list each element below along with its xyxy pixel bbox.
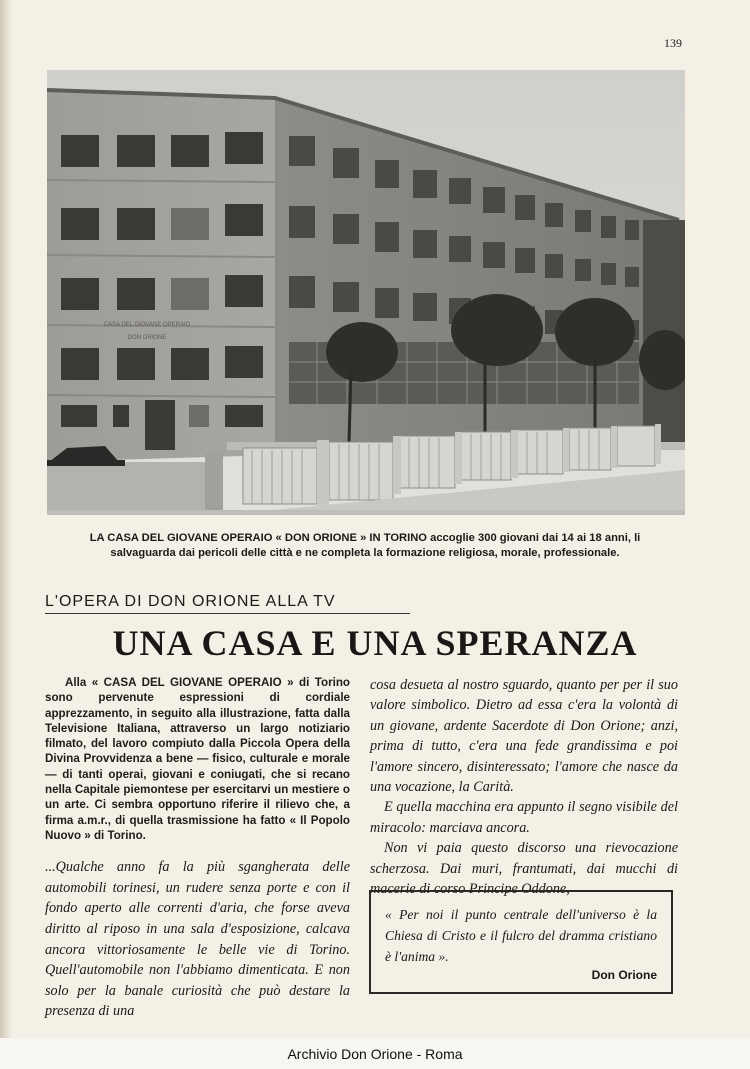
story-paragraph-right-1: cosa desueta al nostro sguardo, quanto per per il suo valore simbolico. Dietro ad essa c'era la volontà di un giovane, ardente Sacerdote di Don Orione; anzi, prima di tutto, c'era una fede grandissima e poi l'amore sincero, disinteressato; l'amore che nasce da una vocazione, la Carità. bbox=[370, 677, 678, 796]
article-headline: UNA CASA E UNA SPERANZA bbox=[112, 623, 638, 663]
page-number: 139 bbox=[664, 36, 682, 50]
photo-caption: LA CASA DEL GIOVANE OPERAIO « DON ORIONE » IN TORINO accoglie 300 giovani dai 14 ai 18 anni, li salvaguarda dai pericoli delle città e ne completa la formazione religiosa, morale, professionale. bbox=[89, 532, 641, 559]
wall-sign-line-1: CASA DEL GIOVANE OPERAIO bbox=[103, 322, 191, 328]
quote-box bbox=[369, 890, 673, 994]
photo-illustration bbox=[47, 70, 685, 515]
story-paragraph-right-2: E quella macchina era appunto il segno visibile del miracolo: marciava ancora. bbox=[370, 799, 678, 836]
quote-author: Don Orione bbox=[591, 968, 657, 982]
intro-paragraph: Alla « CASA DEL GIOVANE OPERAIO » di Torino sono pervenute espressioni di cordiale apprezzamento, in seguito alla illustrazione, fatta dalla Televisione Italiana, attraverso un largo notiziario filmato, del lavoro compiuto dalla Piccola Opera della Divina Provvidenza a bene — fisico, culturale e morale — di tanti operai, giovani e coniugati, che si recano nella Capitale piemontese per esercitarvi un mestiere o un arte. Ci sembra opportuno riferire il rilievo che, a firma a.m.r., di quella trasmissione ha fatto « Il Popolo Nuovo » di Torino. bbox=[45, 676, 350, 842]
wall-sign-line-2: DON ORIONE bbox=[127, 335, 167, 341]
building-photo bbox=[47, 70, 685, 515]
section-rubric: L'OPERA DI DON ORIONE ALLA TV bbox=[45, 593, 410, 614]
page-edge-shadow bbox=[0, 0, 12, 1069]
quote-text: « Per noi il punto centrale dell'universo è la Chiesa di Cristo e il fulcro del dramma cristiano è l'anima ». bbox=[385, 907, 657, 964]
right-column bbox=[370, 675, 678, 899]
left-column bbox=[45, 675, 350, 1022]
archive-footer: Archivio Don Orione - Roma bbox=[287, 1046, 463, 1062]
story-paragraph-right-3: Non vi paia questo discorso una rievocazione scherzosa. Dai muri, frantumati, dai mucchi di macerie di corso Principe Oddone, bbox=[370, 840, 678, 898]
story-paragraph-left: ...Qualche anno fa la più sgangherata delle automobili torinesi, un rudere senza porte e con il fondo aperto alle correnti d'aria, che forse aveva diritto al riposo in una sala d'esposizione, calcava ancora vittoriosamente le belle vie di Torino. Quell'automobile non l'abbiamo dimenticata. E non solo per la banale curiosità che può destare la presenza di una bbox=[45, 859, 350, 1020]
